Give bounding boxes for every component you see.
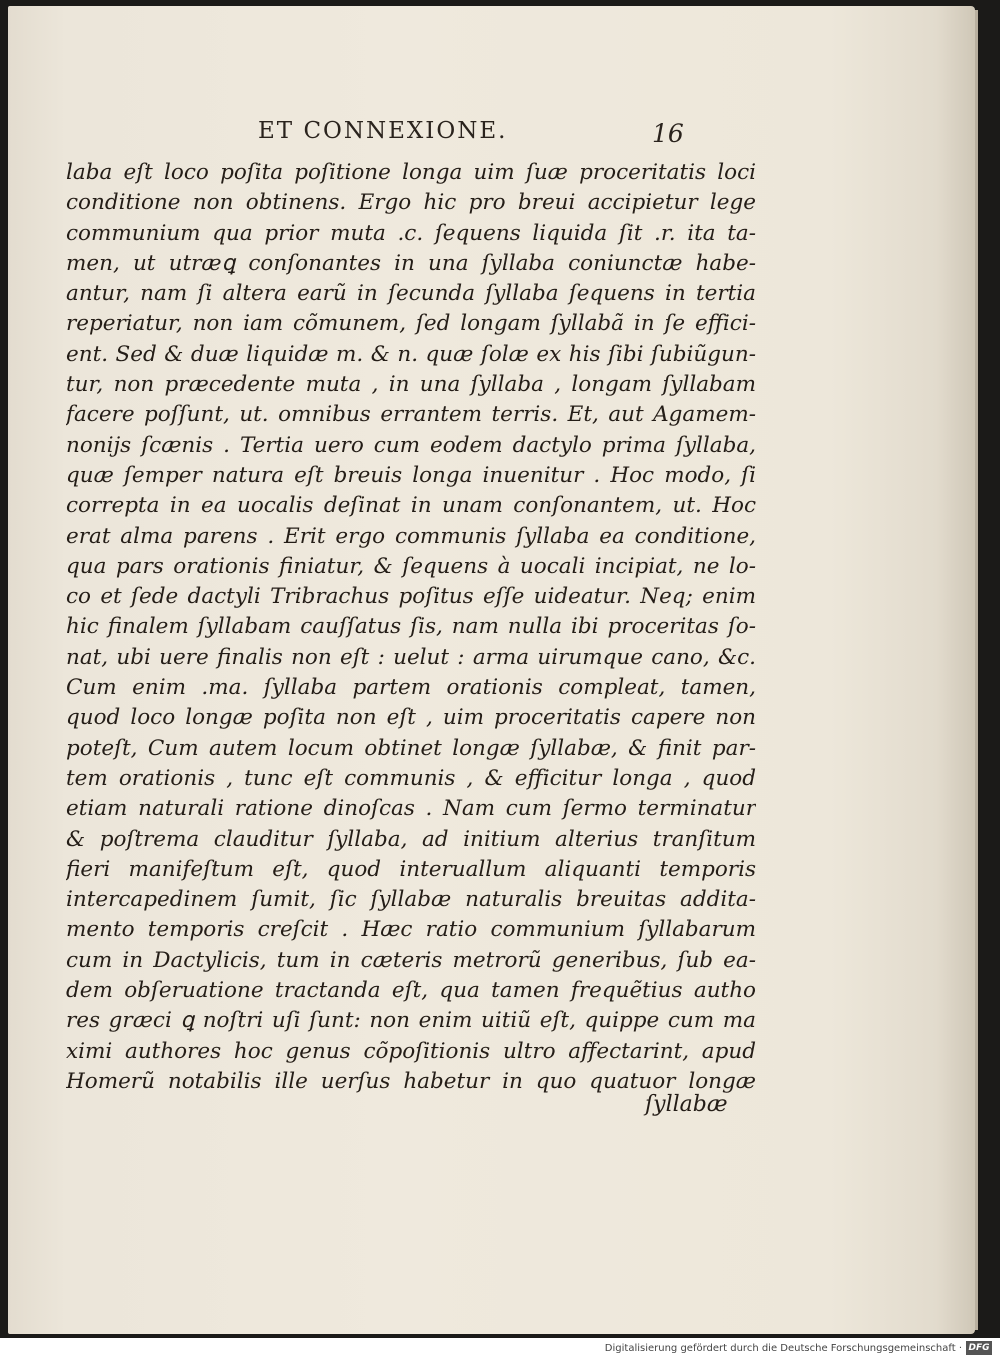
text-line: antur, nam ſi altera earũ in ſecunda ſyllaba ſequens in tertia — [66, 281, 756, 307]
text-line: facere poſſunt, ut. omnibus errantem terris. Et, aut Agamem- — [66, 402, 756, 428]
text-line: poteſt, Cum autem locum obtinet longæ ſyllabæ, & finit par- — [66, 735, 756, 761]
body-text — [66, 158, 756, 1097]
text-line: dem obſeruatione tractanda eſt, qua tamen frequẽtius autho — [66, 978, 756, 1004]
text-line: intercapedinem ſumit, ſic ſyllabæ naturalis breuitas addita- — [66, 887, 756, 913]
text-line: conditione non obtinens. Ergo hic pro breui accipietur lege — [66, 190, 756, 216]
catchword: ſyllabæ — [645, 1092, 728, 1117]
text-line: nat, ubi uere finalis non eſt : uelut : arma uirumque cano, &c. — [66, 644, 756, 670]
text-line: reperiatur, non iam cõmunem, ſed longam ſyllabã in ſe effici- — [66, 311, 756, 337]
text-line: co et ſede dactyli Tribrachus poſitus eſſe uideatur. Neq; enim — [66, 584, 756, 610]
text-line: ent. Sed & duæ liquidæ m. & n. quæ ſolæ ex his ſibi ſubiũgun- — [66, 341, 756, 367]
text-line: fieri manifeſtum eſt, quod interuallum aliquanti temporis — [66, 856, 756, 882]
text-line: hic finalem ſyllabam cauſſatus ſis, nam nulla ibi proceritas ſo- — [66, 614, 756, 640]
text-line: erat alma parens . Erit ergo communis ſyllaba ea conditione, — [66, 523, 756, 549]
text-line: correpta in ea uocalis deſinat in unam conſonantem, ut. Hoc — [66, 493, 756, 519]
text-line: laba eſt loco poſita poſitione longa uim ſuæ proceritatis loci — [66, 160, 756, 185]
text-line: ximi authores hoc genus cõpoſitionis ultro affectarint, apud — [66, 1038, 756, 1064]
text-line: nonijs ſcænis . Tertia uero cum eodem dactylo prima ſyllaba, — [66, 432, 756, 458]
footer-credit: Digitalisierung gefördert durch die Deutsche Forschungsgemeinschaft · — [604, 1343, 962, 1354]
text-line: Cum enim .ma. ſyllaba partem orationis compleat, tamen, — [66, 675, 756, 701]
running-head: ET CONNEXIONE. — [258, 118, 508, 144]
text-line: mento temporis creſcit . Hæc ratio communium ſyllabarum — [66, 917, 756, 943]
text-line: communium qua prior muta .c. ſequens liquida ſit .r. ita ta- — [66, 220, 756, 246]
text-line: qua pars orationis finiatur, & ſequens à uocali incipiat, ne lo- — [66, 553, 756, 579]
text-line: quæ ſemper natura eſt breuis longa inuenitur . Hoc modo, ſi — [66, 462, 756, 488]
text-line: & poſtrema clauditur ſyllaba, ad initium alterius tranſitum — [66, 826, 756, 852]
text-line: tem orationis , tunc eſt communis , & efficitur longa , quod — [66, 765, 756, 791]
text-line: men, ut utræꝗ conſonantes in una ſyllaba coniunctæ habe- — [66, 250, 756, 276]
text-line: cum in Dactylicis, tum in cæteris metrorũ generibus, ſub ea- — [66, 947, 756, 973]
text-line: res græci ꝗ noſtri uſi ſunt: non enim uitiũ eſt, quippe cum ma — [66, 1008, 756, 1034]
page-edge — [975, 10, 978, 1330]
dfg-logo-icon: DFG — [966, 1341, 992, 1355]
text-line: etiam naturali ratione dinoſcas . Nam cum ſermo terminatur — [66, 796, 756, 822]
text-line: Homerũ notabilis ille uerſus habetur in quo quatuor longæ — [66, 1068, 756, 1094]
text-line: tur, non præcedente muta , in una ſyllaba , longam ſyllabam — [66, 372, 756, 398]
folio-number: 16 — [652, 119, 684, 148]
text-line: quod loco longæ poſita non eſt , uim proceritatis capere non — [66, 705, 756, 731]
